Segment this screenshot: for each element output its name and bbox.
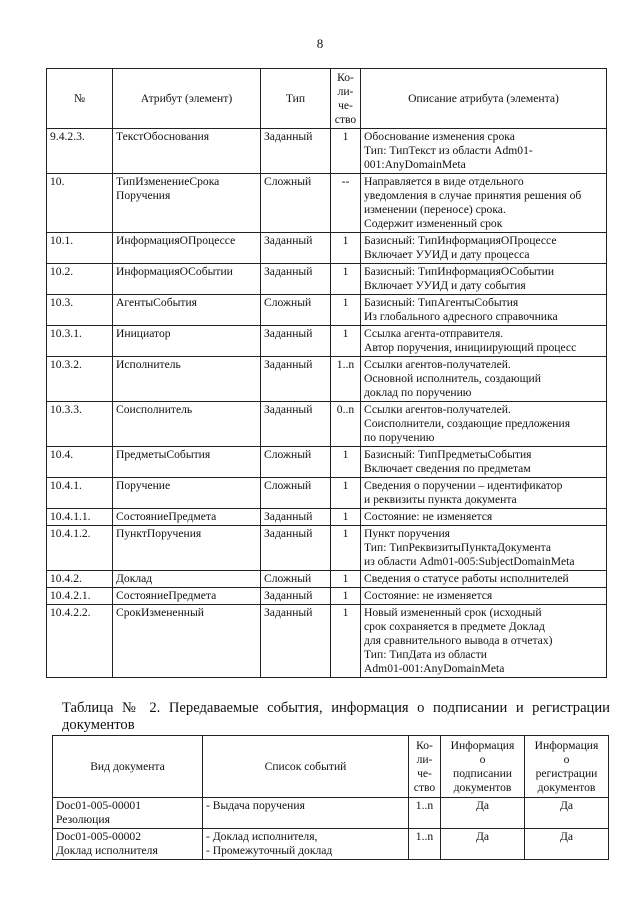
cell-description	[361, 509, 607, 526]
cell-description	[361, 588, 607, 605]
text-line: 9.4.2.3.	[50, 130, 85, 143]
text-line: ТипИзменениеСрока	[116, 175, 220, 188]
cell-number	[47, 402, 113, 447]
text-line: Вид документа	[90, 759, 165, 773]
text-line: 10.3.	[50, 296, 74, 309]
cell-quantity	[331, 233, 361, 264]
cell-attribute	[113, 478, 261, 509]
cell-description	[361, 357, 607, 402]
cell-attribute	[113, 233, 261, 264]
cell-attribute	[113, 264, 261, 295]
cell-description	[361, 605, 607, 678]
cell-type	[261, 447, 331, 478]
cell-quantity	[331, 129, 361, 174]
cell-number	[47, 478, 113, 509]
cell-description	[361, 402, 607, 447]
text-line: СрокИзмененный	[116, 606, 204, 619]
cell-events	[203, 798, 409, 829]
cell-type	[261, 174, 331, 233]
text-line: Состояние: не изменяется	[364, 589, 493, 602]
cell-quantity	[331, 357, 361, 402]
cell-registration	[525, 829, 609, 860]
text-line: 1	[342, 606, 349, 619]
cell-description	[361, 264, 607, 295]
header-type	[261, 69, 331, 129]
cell-attribute	[113, 174, 261, 233]
text-line: ИнформацияОПроцессе	[116, 234, 236, 247]
text-line: СостояниеПредмета	[116, 510, 217, 523]
text-line: ПунктПоручения	[116, 527, 202, 540]
text-line: Тип	[285, 91, 306, 105]
text-line: 10.4.2.1.	[50, 589, 91, 602]
text-line: Направляется в виде отдельного	[364, 175, 524, 188]
text-line: изменении (переносе) срока.	[364, 203, 506, 216]
header-quantity	[331, 69, 361, 129]
text-line: уведомления в случае принятия решения об	[364, 189, 582, 202]
text-line: 1	[342, 296, 349, 309]
text-line: Заданный	[264, 606, 313, 619]
cell-description	[361, 129, 607, 174]
table-row	[47, 357, 607, 402]
cell-description	[361, 447, 607, 478]
text-line: 10.4.1.	[50, 479, 82, 492]
cell-type	[261, 605, 331, 678]
header-registration-info	[525, 736, 609, 798]
cell-quantity	[331, 174, 361, 233]
cell-type	[261, 509, 331, 526]
text-line: Заданный	[264, 510, 313, 523]
cell-quantity	[409, 829, 441, 860]
cell-number	[47, 526, 113, 571]
text-line: Атрибут (элемент)	[140, 91, 233, 105]
text-line: 1	[342, 589, 349, 602]
text-line: 10.3.3.	[50, 403, 82, 416]
text-line: Заданный	[264, 358, 313, 371]
cell-description	[361, 295, 607, 326]
text-line: 10.3.1.	[50, 327, 82, 340]
cell-description	[361, 571, 607, 588]
cell-attribute	[113, 509, 261, 526]
text-line: 1	[342, 327, 349, 340]
cell-type	[261, 326, 331, 357]
table-row	[47, 402, 607, 447]
cell-type	[261, 264, 331, 295]
text-line: Тип: ТипТекст из области Adm01-	[364, 144, 533, 157]
text-line: 10.	[50, 175, 65, 188]
cell-quantity	[331, 588, 361, 605]
text-line: для сравнительного вывода в отчетах)	[364, 634, 553, 647]
cell-type	[261, 571, 331, 588]
text-line: Поручения	[116, 189, 171, 202]
table-row	[47, 295, 607, 326]
text-line: Включает УУИД и дату события	[364, 279, 526, 292]
cell-number	[47, 295, 113, 326]
table-row	[53, 798, 609, 829]
text-line: 1	[342, 265, 349, 278]
text-line: 1..n	[415, 830, 434, 843]
attributes-table-header	[47, 69, 607, 129]
text-line: о	[563, 752, 570, 766]
table-row	[47, 605, 607, 678]
text-line: Ссылки агентов-получателей.	[364, 403, 511, 416]
text-line: регистрации	[535, 766, 598, 780]
page-number: 8	[316, 36, 324, 51]
text-line: Исполнитель	[116, 358, 181, 371]
text-line: Включает сведения по предметам	[364, 462, 531, 475]
cell-type	[261, 295, 331, 326]
text-line: Информация	[450, 738, 515, 752]
cell-description	[361, 233, 607, 264]
text-line: Поручение	[116, 479, 171, 492]
cell-attribute	[113, 326, 261, 357]
header-signing-info	[441, 736, 525, 798]
text-line: 0..n	[336, 403, 355, 416]
text-line: Да	[475, 799, 490, 812]
cell-document-type	[53, 798, 203, 829]
cell-signing	[441, 798, 525, 829]
cell-attribute	[113, 357, 261, 402]
text-line: Базисный: ТипПредметыСобытия	[364, 448, 532, 461]
cell-document-type	[53, 829, 203, 860]
text-line: Ко-	[416, 738, 433, 752]
header-attribute	[113, 69, 261, 129]
text-line: Описание атрибута (элемента)	[408, 91, 559, 105]
text-line: 1	[342, 572, 349, 585]
header-document-type	[53, 736, 203, 798]
text-line: 1	[342, 130, 349, 143]
cell-description	[361, 174, 607, 233]
text-line: 1	[342, 479, 349, 492]
cell-attribute	[113, 295, 261, 326]
table-row	[47, 571, 607, 588]
table-row	[47, 588, 607, 605]
text-line: --	[341, 175, 350, 188]
text-line: Doc01-005-00002	[56, 830, 142, 843]
cell-attribute	[113, 588, 261, 605]
table2-caption: Таблица № 2. Передаваемые события, информация о подписании и регистрации документов	[62, 700, 610, 733]
cell-registration	[525, 798, 609, 829]
text-line: 1..n	[415, 799, 434, 812]
text-line: Список событий	[264, 759, 347, 773]
text-line: Информация	[534, 738, 599, 752]
text-line: по поручению	[364, 431, 435, 444]
header-number	[47, 69, 113, 129]
text-line: 10.2.	[50, 265, 74, 278]
cell-quantity	[331, 447, 361, 478]
cell-number	[47, 588, 113, 605]
text-line: Заданный	[264, 265, 313, 278]
text-line: Соисполнители, создающие предложения	[364, 417, 571, 430]
cell-number	[47, 357, 113, 402]
cell-description	[361, 526, 607, 571]
cell-number	[47, 605, 113, 678]
text-line: ство	[334, 112, 357, 126]
cell-attribute	[113, 129, 261, 174]
text-line: Заданный	[264, 234, 313, 247]
text-line: 10.4.1.1.	[50, 510, 91, 523]
header-quantity	[409, 736, 441, 798]
text-line: Заданный	[264, 589, 313, 602]
header-events-list	[203, 736, 409, 798]
text-line: 001:AnyDomainMeta	[364, 158, 466, 171]
cell-number	[47, 174, 113, 233]
events-table	[52, 735, 609, 860]
table-row	[47, 326, 607, 357]
text-line: Включает УУИД и дату процесса	[364, 248, 530, 261]
text-line: и реквизиты пункта документа	[364, 493, 517, 506]
cell-type	[261, 526, 331, 571]
table-row	[47, 478, 607, 509]
text-line: Сложный	[264, 572, 312, 585]
table-row	[47, 526, 607, 571]
cell-description	[361, 478, 607, 509]
text-line: документов	[537, 780, 596, 794]
text-line: Состояние: не изменяется	[364, 510, 493, 523]
text-line: Новый измененный срок (исходный	[364, 606, 542, 619]
text-line: Доклад исполнителя	[56, 844, 158, 857]
table-row	[47, 509, 607, 526]
text-line: Заданный	[264, 327, 313, 340]
text-line: Обоснование изменения срока	[364, 130, 515, 143]
cell-quantity	[331, 571, 361, 588]
text-line: 1	[342, 448, 349, 461]
table-row	[53, 829, 609, 860]
cell-attribute	[113, 526, 261, 571]
text-line: 10.4.2.2.	[50, 606, 91, 619]
text-line: 10.3.2.	[50, 358, 82, 371]
cell-quantity	[331, 509, 361, 526]
text-line: ство	[413, 780, 436, 794]
text-line: Сложный	[264, 296, 312, 309]
text-line: Заданный	[264, 403, 313, 416]
text-line: Doc01-005-00001	[56, 799, 142, 812]
text-line: ли-	[416, 752, 433, 766]
text-line: Резолюция	[56, 813, 110, 826]
cell-attribute	[113, 571, 261, 588]
text-line: Ко-	[337, 70, 354, 84]
text-line: че-	[338, 98, 353, 112]
text-line: Сложный	[264, 479, 312, 492]
text-line: Ссылка агента-отправителя.	[364, 327, 504, 340]
text-line: Пункт поручения	[364, 527, 450, 540]
text-line: документов	[453, 780, 512, 794]
text-line: 10.4.1.2.	[50, 527, 91, 540]
text-line: Ссылки агентов-получателей.	[364, 358, 511, 371]
cell-type	[261, 478, 331, 509]
cell-quantity	[331, 526, 361, 571]
text-line: Базисный: ТипИнформацияОСобытии	[364, 265, 555, 278]
cell-attribute	[113, 447, 261, 478]
text-line: 1	[342, 527, 349, 540]
text-line: че-	[417, 766, 432, 780]
text-line: срок сохраняется в предмете Доклад	[364, 620, 545, 633]
cell-number	[47, 233, 113, 264]
attributes-table	[46, 68, 607, 678]
text-line: Да	[475, 830, 490, 843]
table-row	[47, 129, 607, 174]
cell-quantity	[409, 798, 441, 829]
text-line: Базисный: ТипАгентыСобытия	[364, 296, 519, 309]
text-line: Заданный	[264, 130, 313, 143]
cell-type	[261, 588, 331, 605]
text-line: Сложный	[264, 448, 312, 461]
text-line: Тип: ТипДата из области	[364, 648, 487, 661]
table-row	[47, 264, 607, 295]
text-line: Сложный	[264, 175, 312, 188]
text-line: Содержит измененный срок	[364, 217, 503, 230]
text-line: ИнформацияОСобытии	[116, 265, 233, 278]
cell-attribute	[113, 402, 261, 447]
text-line: Сведения о статусе работы исполнителей	[364, 572, 569, 585]
cell-quantity	[331, 326, 361, 357]
cell-quantity	[331, 605, 361, 678]
text-line: Да	[559, 799, 574, 812]
cell-number	[47, 571, 113, 588]
text-line: №	[73, 91, 86, 105]
text-line: Автор поручения, инициирующий процесс	[364, 341, 577, 354]
table-row	[47, 233, 607, 264]
text-line: 10.1.	[50, 234, 74, 247]
text-line: Из глобального адресного справочника	[364, 310, 558, 323]
table-row	[47, 447, 607, 478]
text-line: Основной исполнитель, создающий	[364, 372, 541, 385]
cell-attribute	[113, 605, 261, 678]
table-row	[47, 174, 607, 233]
cell-quantity	[331, 478, 361, 509]
events-table-header	[53, 736, 609, 798]
text-line: Заданный	[264, 527, 313, 540]
cell-signing	[441, 829, 525, 860]
text-line: 10.4.	[50, 448, 74, 461]
cell-quantity	[331, 402, 361, 447]
text-line: 1..n	[336, 358, 355, 371]
text-line: ТекстОбоснования	[116, 130, 210, 143]
cell-type	[261, 129, 331, 174]
text-line: Инициатор	[116, 327, 171, 340]
text-line: Adm01-001:AnyDomainMeta	[364, 662, 505, 675]
text-line: АгентыСобытия	[116, 296, 198, 309]
text-line: Да	[559, 830, 574, 843]
cell-type	[261, 357, 331, 402]
text-line: 1	[342, 510, 349, 523]
cell-number	[47, 129, 113, 174]
cell-events	[203, 829, 409, 860]
text-line: Сведения о поручении – идентификатор	[364, 479, 563, 492]
text-line: Базисный: ТипИнформацияОПроцессе	[364, 234, 557, 247]
text-line: Соисполнитель	[116, 403, 193, 416]
cell-quantity	[331, 264, 361, 295]
text-line: о	[479, 752, 486, 766]
text-line: - Промежуточный доклад	[206, 844, 333, 857]
text-line: Доклад	[116, 572, 153, 585]
text-line: - Доклад исполнителя,	[206, 830, 318, 843]
cell-number	[47, 509, 113, 526]
text-line: 10.4.2.	[50, 572, 82, 585]
text-line: Тип: ТипРеквизитыПунктаДокумента	[364, 541, 551, 554]
cell-type	[261, 402, 331, 447]
cell-number	[47, 326, 113, 357]
text-line: подписании	[452, 766, 513, 780]
cell-description	[361, 326, 607, 357]
cell-number	[47, 447, 113, 478]
header-description	[361, 69, 607, 129]
text-line: - Выдача поручения	[206, 799, 305, 812]
text-line: ПредметыСобытия	[116, 448, 211, 461]
text-line: из области Adm01-005:SubjectDomainMeta	[364, 555, 575, 568]
text-line: 1	[342, 234, 349, 247]
cell-number	[47, 264, 113, 295]
text-line: СостояниеПредмета	[116, 589, 217, 602]
text-line: доклад по поручению	[364, 386, 472, 399]
text-line: ли-	[337, 84, 354, 98]
cell-type	[261, 233, 331, 264]
cell-quantity	[331, 295, 361, 326]
